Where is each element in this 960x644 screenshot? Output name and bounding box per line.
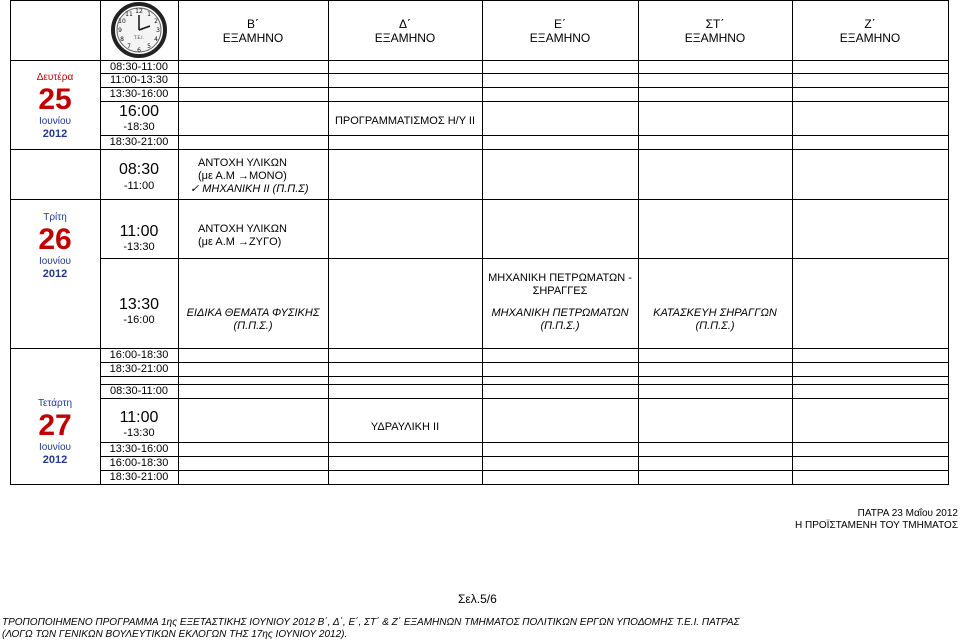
semester-label: ΕΞΑΜΗΝΟ — [222, 31, 284, 45]
table-border — [10, 484, 948, 485]
table-rule — [10, 199, 948, 200]
semester-code: Δ΄ — [398, 17, 411, 31]
table-rule — [178, 0, 179, 485]
semester-header-d — [328, 17, 482, 45]
time-slot: 11:00-13:30 — [110, 74, 168, 86]
course-note: (με Α.Μ →ΖΥΓΟ) — [198, 236, 282, 248]
svg-text:6: 6 — [137, 47, 141, 54]
place-date: ΠΑΤΡΑ 23 Μαΐου 2012 — [857, 508, 958, 519]
time-slot: 13:30-16:00 — [109, 88, 169, 100]
footer-note-line: (ΛΟΓΩ ΤΩΝ ΓΕΝΙΚΩΝ ΒΟΥΛΕΥΤΙΚΩΝ ΕΚΛΟΓΩΝ ΤΗΣ 17ης ΙΟΥΝΙΟΥ 2012). — [2, 629, 348, 640]
exam-course — [178, 307, 328, 333]
course-note: (Π.Π.Σ.) — [233, 320, 273, 332]
table-border — [948, 0, 949, 485]
day-monday — [22, 72, 88, 141]
table-border — [10, 0, 11, 485]
time-slot-end: -16:00 — [123, 314, 155, 326]
time-slot: 16:00-18:30 — [109, 457, 169, 469]
exam-course — [190, 157, 328, 196]
course-title: ΕΙΔΙΚΑ ΘΕΜΑΤΑ ΦΥΣΙΚΗΣ — [186, 307, 320, 319]
day-month: Ιουνίου — [38, 256, 72, 267]
semester-code: ΣΤ΄ — [705, 17, 725, 31]
time-slot-end: -18:30 — [123, 121, 155, 133]
course-note: (με Α.Μ →ΜΟΝΟ) — [198, 170, 287, 182]
table-rule — [328, 0, 329, 485]
svg-text:11: 11 — [125, 11, 133, 18]
time-slot-end: -13:30 — [123, 241, 155, 253]
semester-header-z — [792, 17, 948, 45]
course-title: ΣΗΡΑΓΓΕΣ — [532, 285, 588, 297]
day-month: Ιουνίου — [38, 442, 72, 453]
table-rule — [100, 398, 948, 399]
clock-label: T.E.I. — [134, 35, 144, 40]
time-slot-start: 16:00 — [118, 103, 160, 120]
table-border — [10, 0, 948, 1]
svg-text:8: 8 — [120, 36, 124, 43]
svg-text:9: 9 — [118, 27, 122, 34]
course-title: ΜΗΧΑΝΙΚΗ ΠΕΤΡΩΜΑΤΩΝ - — [488, 272, 632, 284]
svg-text:12: 12 — [135, 8, 143, 15]
table-rule — [100, 101, 948, 102]
exam-course: ΥΔΡΑΥΛΙΚΗ ΙΙ — [370, 421, 440, 433]
time-slot: 08:30-11:00 — [110, 61, 168, 73]
semester-code: Β΄ — [247, 17, 259, 31]
course-title: ΑΝΤΟΧΗ ΥΛΙΚΩΝ — [198, 157, 287, 169]
svg-text:4: 4 — [154, 36, 158, 43]
semester-header-st — [638, 17, 792, 45]
table-rule — [100, 87, 948, 88]
time-slot-start: 11:00 — [119, 409, 159, 426]
day-number: 26 — [38, 223, 72, 256]
course-title: ΑΝΤΟΧΗ ΥΛΙΚΩΝ — [198, 223, 287, 235]
exam-course: ΠΡΟΓΡΑΜΜΑΤΙΣΜΟΣ Η/Υ ΙΙ — [334, 115, 476, 127]
table-rule — [10, 149, 948, 150]
day-year: 2012 — [42, 454, 68, 466]
page-number: Σελ.5/6 — [458, 592, 497, 606]
course-title: ΜΗΧΑΝΙΚΗ ΠΕΤΡΩΜΑΤΩΝ — [491, 307, 629, 319]
course-equivalent: ✓ ΜΗΧΑΝΙΚΗ ΙΙ (Π.Π.Σ) — [190, 183, 309, 195]
exam-course — [482, 272, 638, 298]
semester-code: Ζ΄ — [864, 17, 876, 31]
time-slot: 13:30-16:00 — [109, 443, 169, 455]
semester-label: ΕΞΑΜΗΝΟ — [374, 31, 436, 45]
day-month: Ιουνίου — [38, 116, 72, 127]
table-rule — [100, 73, 948, 74]
time-slot: 08:30-11:00 — [110, 385, 168, 397]
day-year: 2012 — [42, 268, 68, 280]
svg-text:10: 10 — [118, 18, 126, 25]
svg-text:3: 3 — [156, 27, 160, 34]
time-slot-end: -11:00 — [123, 180, 155, 192]
day-wednesday — [22, 398, 88, 467]
table-rule — [100, 258, 948, 259]
table-rule — [100, 376, 948, 377]
course-note: (Π.Π.Σ.) — [540, 320, 580, 332]
footer-note — [2, 617, 958, 641]
course-title: ΚΑΤΑΣΚΕΥΗ ΣΗΡΑΓΓΩΝ — [653, 307, 777, 319]
signature-title: Η ΠΡΟΪΣΤΑΜΕΝΗ ΤΟΥ ΤΜΗΜΑΤΟΣ — [795, 520, 958, 531]
svg-text:1: 1 — [147, 11, 151, 18]
course-note: (Π.Π.Σ.) — [695, 320, 735, 332]
exam-course — [638, 307, 792, 333]
day-name: Τρίτη — [43, 212, 67, 223]
exam-course — [198, 223, 328, 249]
time-slot: 18:30-21:00 — [109, 136, 169, 148]
time-slot: 18:30-21:00 — [109, 363, 169, 375]
day-name: Τετάρτη — [37, 398, 73, 409]
day-tuesday — [22, 212, 88, 281]
semester-header-b — [178, 17, 328, 45]
svg-text:5: 5 — [147, 43, 151, 50]
svg-text:2: 2 — [154, 18, 158, 25]
signature-block — [795, 508, 958, 532]
table-rule — [792, 0, 793, 485]
day-number: 25 — [38, 83, 72, 116]
table-rule — [638, 0, 639, 485]
semester-label: ΕΞΑΜΗΝΟ — [684, 31, 746, 45]
day-year: 2012 — [42, 128, 68, 140]
table-rule — [100, 442, 948, 443]
svg-text:7: 7 — [127, 43, 131, 50]
semester-code: Ε΄ — [554, 17, 566, 31]
table-rule — [100, 456, 948, 457]
table-rule — [100, 384, 948, 385]
semester-label: ΕΞΑΜΗΝΟ — [529, 31, 591, 45]
table-rule — [482, 0, 483, 485]
table-rule — [100, 135, 948, 136]
table-rule — [100, 362, 948, 363]
clock-logo — [106, 2, 172, 58]
footer-note-line: ΤΡΟΠΟΠΟΙΗΜΕΝΟ ΠΡΟΓΡΑΜΜΑ 1ης ΕΞΕΤΑΣΤΙΚΗΣ ΙΟΥΝΙΟΥ 2012 Β΄, Δ΄, Ε΄, ΣΤ΄ & Ζ΄ ΕΞΑΜΗΝΩΝ ΤΜΗΜΑΤΟΣ ΠΟΛΙΤΙΚΩΝ ΕΡΓΩΝ ΥΠΟΔΟΜΗΣ Τ.Ε.Ι. ΠΑΤΡΑΣ — [2, 617, 740, 628]
semester-header-e — [482, 17, 638, 45]
time-slot-end: -13:30 — [123, 427, 155, 439]
time-slot-start: 13:30 — [118, 296, 160, 313]
semester-label: ΕΞΑΜΗΝΟ — [839, 31, 901, 45]
day-number: 27 — [38, 409, 72, 442]
time-slot: 18:30-21:00 — [109, 471, 169, 483]
time-slot: 16:00-18:30 — [109, 349, 169, 361]
table-rule — [100, 470, 948, 471]
time-slot-start: 11:00 — [119, 223, 159, 240]
exam-course-equivalent — [482, 307, 638, 333]
day-name: Δευτέρα — [36, 72, 74, 83]
time-slot-start: 08:30 — [118, 161, 160, 178]
